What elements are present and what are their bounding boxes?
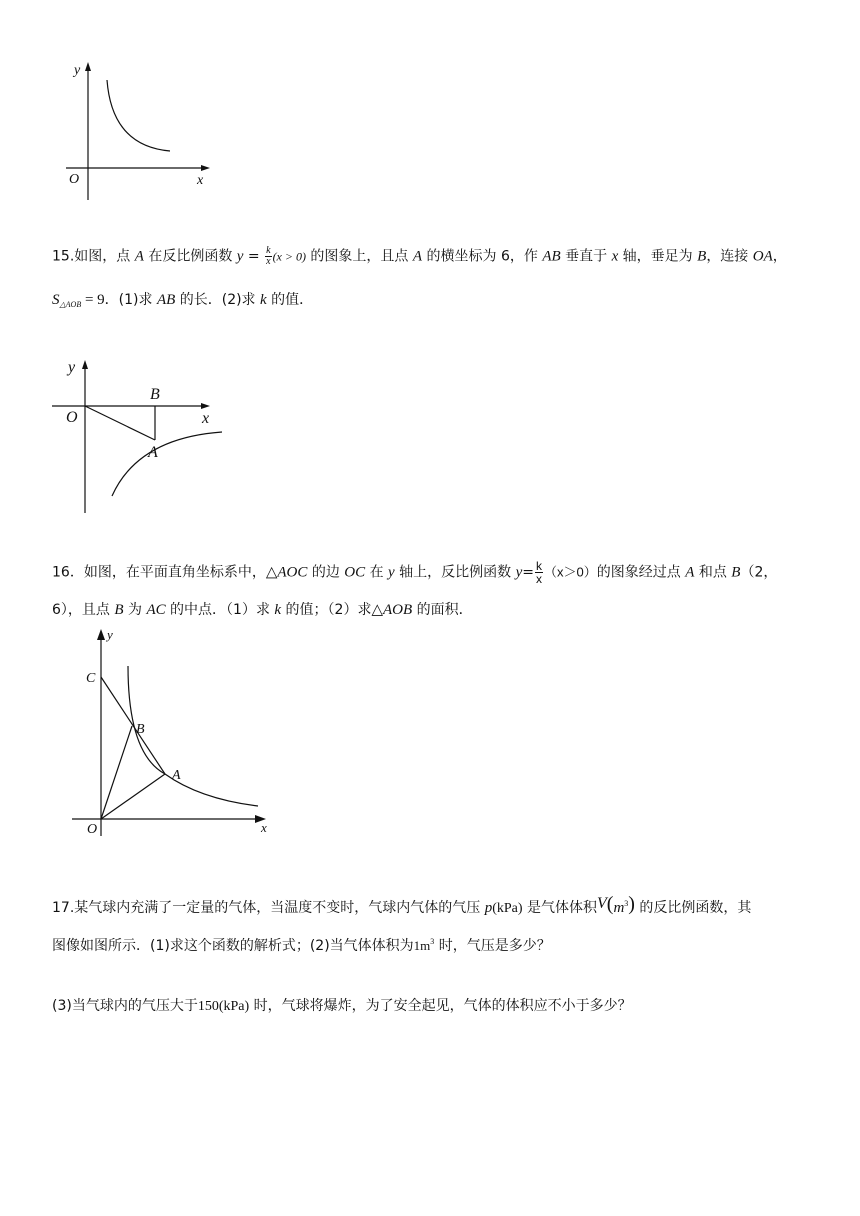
x-axis-arrow — [201, 403, 210, 409]
point-b-label: B — [136, 722, 145, 737]
x-axis-arrow — [201, 165, 210, 171]
q16-text: 在 — [365, 564, 389, 581]
q16-line2 — [52, 600, 473, 620]
point-b-label: B — [150, 386, 160, 403]
q15-text: ．(1)求 — [104, 292, 157, 308]
y-axis-arrow — [85, 62, 91, 71]
origin-label: O — [66, 409, 78, 426]
area-subscript: △AOB — [59, 300, 82, 309]
q16-line1 — [52, 560, 777, 585]
q15-text: 垂直于 — [560, 248, 612, 265]
segment-oa: OA — [752, 248, 773, 265]
q15-text: 15.如图，点 — [52, 248, 135, 265]
fraction-k-over-x — [535, 560, 543, 585]
unit-m: m — [613, 900, 625, 916]
paren-open: ( — [606, 893, 614, 915]
domain-condition: (x > 0) — [272, 249, 306, 264]
q17-text: 是气体体积 — [522, 900, 597, 916]
fraction-k-over-x — [265, 246, 271, 267]
q17-line1 — [52, 894, 751, 919]
area-value: = 9 — [81, 292, 105, 308]
point-a-label: A — [172, 768, 181, 783]
q16-text: 的值；（2）求 — [281, 602, 372, 618]
q15-text: ， — [772, 248, 787, 265]
var-y: y — [388, 564, 395, 581]
point-b: B — [697, 248, 707, 265]
q15-line1 — [52, 246, 787, 267]
q16-text: 的图象经过点 — [596, 564, 686, 581]
var-k: k — [260, 292, 267, 308]
q17-line2 — [52, 932, 551, 956]
q16-text: 为 — [123, 602, 147, 618]
q16-text: 6），且点 — [52, 602, 115, 618]
segment-ab: AB — [542, 248, 561, 265]
segment-ca — [101, 677, 165, 774]
x-label: x — [202, 410, 210, 427]
volume-value: 1m — [413, 938, 431, 953]
numerator: k — [266, 245, 271, 256]
var-v: V — [597, 895, 607, 912]
var-x: x — [611, 248, 619, 265]
q15-text: 在反比例函数 — [143, 248, 237, 265]
point-b: B — [731, 564, 741, 581]
y-label: y — [107, 627, 113, 642]
q17-text: 时，气球将爆炸，为了安全起见，气体的体积应不小于多少？ — [249, 998, 632, 1014]
segment-oc: OC — [344, 564, 366, 581]
q16-text: 的面积． — [412, 602, 473, 618]
equals: = — [243, 248, 265, 265]
denominator: x — [266, 256, 271, 267]
y-label: y — [68, 359, 76, 376]
point-a: A — [412, 248, 423, 265]
hyperbola-curve — [112, 432, 222, 496]
q16-text: 轴上，反比例函数 — [394, 564, 516, 581]
hyperbola-curve — [107, 80, 170, 151]
q17-text: 的反比例函数，其 — [634, 900, 752, 916]
point-b: B — [114, 602, 124, 618]
var-p: p — [484, 900, 493, 916]
pressure-threshold: 150(kPa) — [197, 999, 250, 1014]
q17-text: 17.某气球内充满了一定量的气体，当温度不变时，气球内气体的气压 — [52, 900, 485, 916]
paren-close: ) — [628, 893, 635, 915]
q15-text: 轴，垂足为 — [618, 248, 698, 265]
q17-text: (3)当气球内的气压大于 — [52, 998, 198, 1014]
var-k: k — [274, 602, 282, 618]
segment-oa — [85, 406, 155, 440]
q17-text: 时，气压是多少？ — [434, 938, 551, 954]
numerator: k — [536, 559, 543, 573]
q16-figure — [70, 624, 280, 840]
q17-text: 图像如图所示．(1)求这个函数的解析式；(2)当气体体积为 — [52, 938, 414, 954]
q15-figure — [46, 356, 226, 518]
denominator: x — [536, 572, 543, 586]
q16-text: （2， — [740, 564, 778, 581]
y-label: y — [74, 63, 81, 78]
q15-text: 的长．(2)求 — [175, 292, 261, 308]
y-axis-arrow — [97, 629, 105, 640]
q15-text: 的横坐标为 6，作 — [422, 248, 543, 265]
unit-exponent: 3 — [430, 937, 435, 946]
point-a: A — [685, 564, 695, 581]
q15-text: 的值． — [266, 292, 314, 308]
triangle-aob: △AOB — [371, 602, 413, 618]
segment-ob — [101, 726, 132, 819]
x-label: x — [261, 820, 267, 835]
q15-text: ，连接 — [706, 248, 753, 265]
x-label: x — [197, 173, 204, 188]
q16-text: 的边 — [307, 564, 345, 581]
q15-line2 — [52, 290, 313, 315]
var-y: y — [236, 248, 244, 265]
origin-label: O — [87, 822, 98, 837]
origin-label: O — [69, 172, 80, 187]
pressure-unit: (kPa) — [492, 901, 523, 916]
q16-text: 的中点．（1）求 — [165, 602, 275, 618]
hyperbola-curve — [128, 666, 258, 806]
triangle-aoc: △AOC — [265, 564, 308, 581]
point-a-label: A — [148, 444, 158, 461]
unit-exponent: 3 — [624, 899, 629, 908]
var-y: y — [515, 564, 523, 581]
q15-text: 的图象上，且点 — [305, 248, 413, 265]
q14-figure — [60, 58, 220, 206]
segment-ab: AB — [156, 292, 176, 308]
point-c-label: C — [86, 671, 96, 686]
equals: = — [522, 564, 535, 581]
segment-ac: AC — [146, 602, 166, 618]
y-axis-arrow — [82, 360, 88, 369]
area-symbol: S — [52, 292, 60, 308]
q16-text: 16．如图，在平面直角坐标系中， — [52, 564, 266, 581]
q16-text: 和点 — [694, 564, 732, 581]
segment-oa — [101, 774, 165, 819]
domain-condition: （x＞0） — [544, 564, 597, 580]
point-a: A — [134, 248, 144, 265]
q17-line3 — [52, 996, 632, 1017]
